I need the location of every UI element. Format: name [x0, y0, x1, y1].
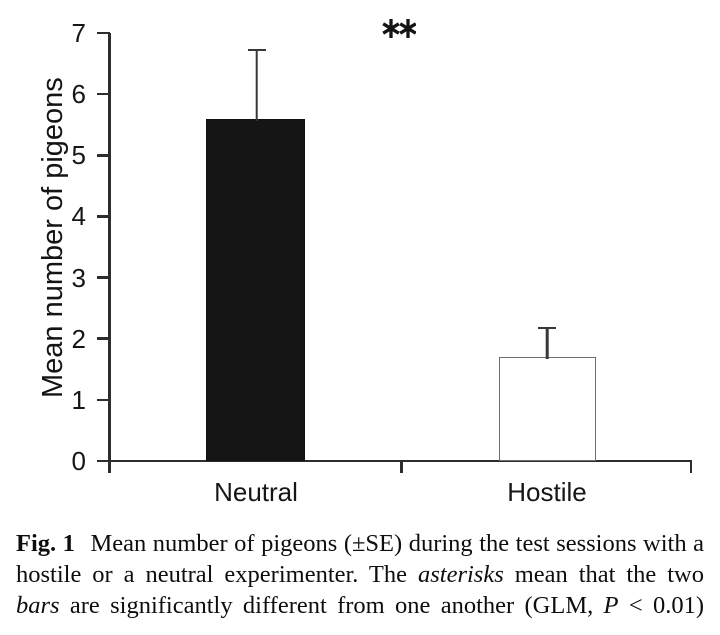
y-axis-tick-label: 2 — [71, 323, 86, 354]
y-axis-tick-label: 1 — [71, 384, 86, 415]
y-axis-title: Mean number of pigeons — [37, 77, 69, 398]
y-axis-tick — [97, 93, 110, 96]
figure-label: Fig. 1 — [16, 530, 75, 557]
figure-caption — [16, 528, 704, 621]
error-bar-hostile — [538, 327, 556, 359]
y-axis-tick — [97, 276, 110, 279]
y-axis-tick-label: 6 — [71, 79, 86, 110]
y-axis-tick — [97, 399, 110, 402]
caption-line-3: bars are significantly different from one another (GLM, P < 0.01) — [16, 592, 704, 619]
y-axis-tick — [97, 32, 110, 35]
x-category-label-neutral: Neutral — [214, 477, 298, 507]
caption-line-2: hostile or a neutral experimenter. The asterisks mean that the two — [16, 561, 705, 588]
y-axis-tick-label: 0 — [71, 446, 86, 476]
plot-area — [110, 33, 692, 461]
y-axis-tick-label: 7 — [71, 18, 86, 48]
error-bar-neutral — [248, 49, 266, 121]
x-axis-tick — [690, 461, 693, 473]
y-axis-tick-label: 5 — [71, 140, 86, 171]
caption-line-1: Fig. 1 Mean number of pigeons (±SE) during the test sessions with a — [16, 530, 705, 557]
bar-neutral — [206, 119, 305, 461]
y-axis-tick-label: 4 — [71, 201, 86, 232]
y-axis-tick — [97, 154, 110, 157]
y-axis-tick — [97, 460, 110, 463]
y-axis-tick-label: 3 — [71, 262, 86, 293]
x-axis-tick — [400, 461, 403, 473]
y-axis-tick — [97, 337, 110, 340]
bar-hostile — [499, 357, 596, 461]
x-category-label-hostile: Hostile — [507, 477, 587, 507]
error-bar-stem — [255, 51, 258, 121]
y-axis-tick — [97, 215, 110, 218]
error-bar-stem — [546, 329, 549, 359]
significance-asterisks-icon — [382, 17, 416, 40]
